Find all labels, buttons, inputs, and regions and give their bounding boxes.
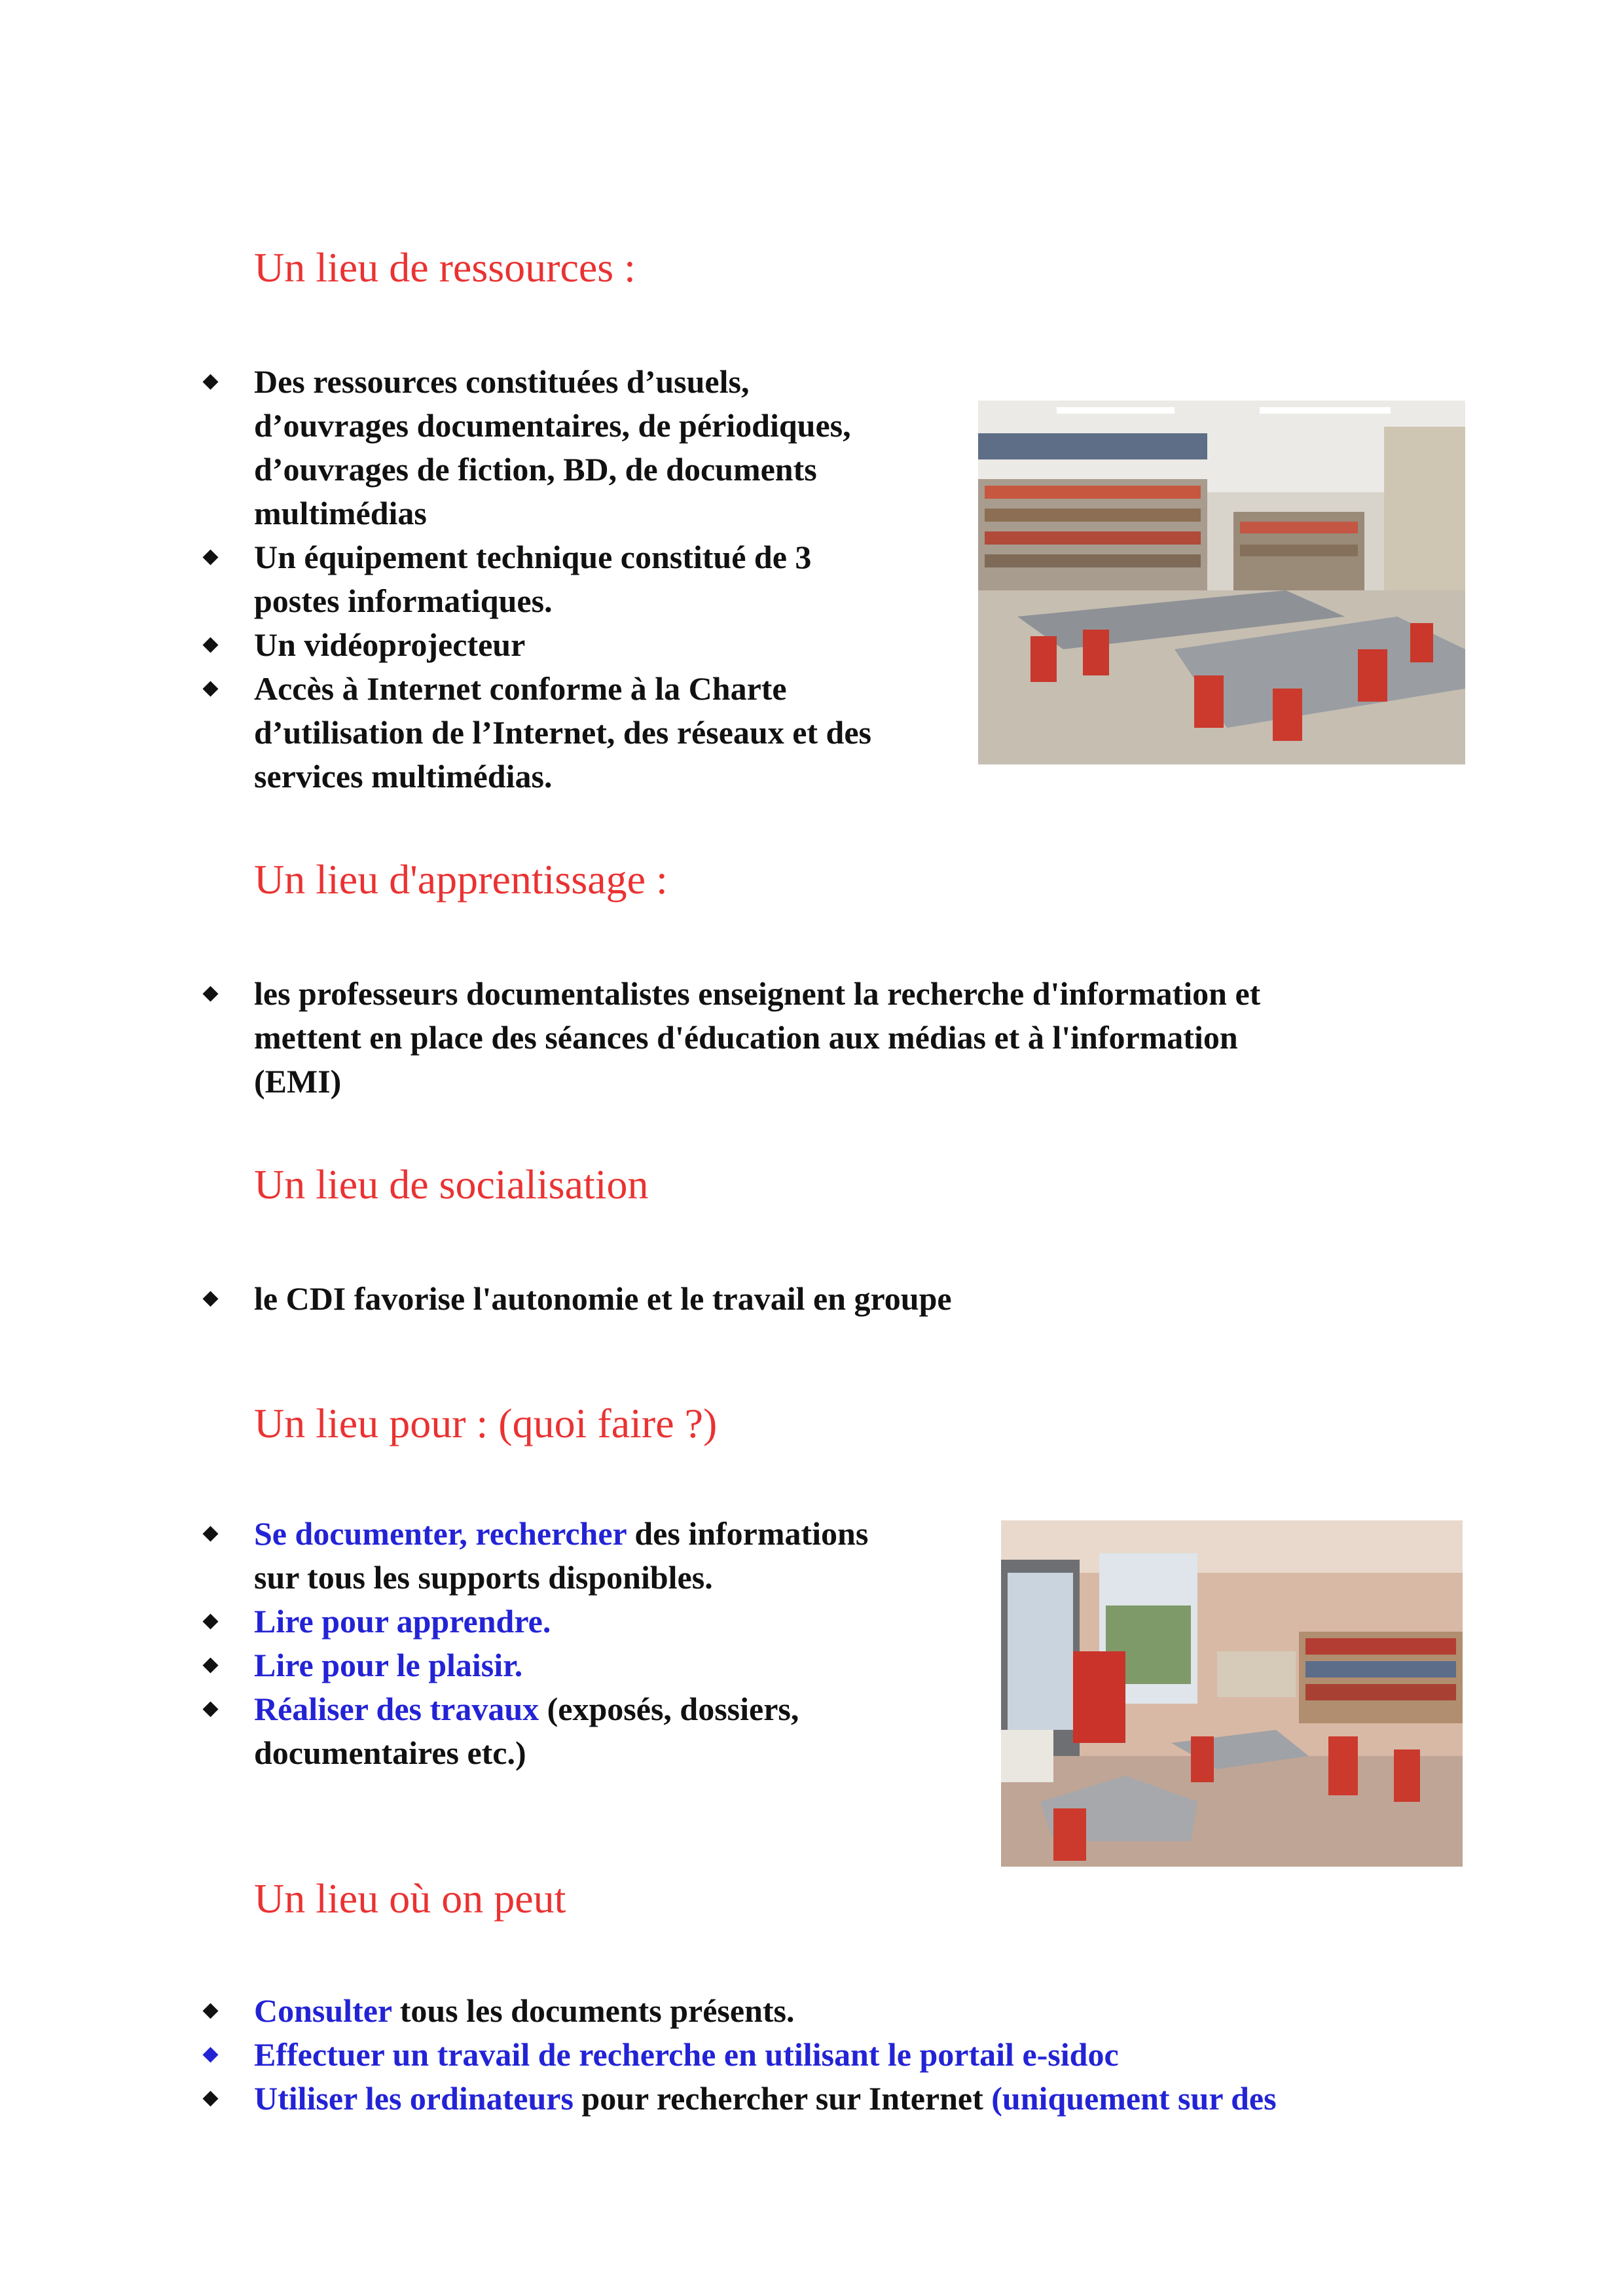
list-item: Lire pour le plaisir. (0, 1643, 868, 1687)
list-item: le CDI favorise l'autonomie et le travail en groupe (0, 1277, 952, 1321)
bullet-diamond-icon (202, 986, 218, 1001)
bullet-diamond-icon (202, 374, 218, 389)
list-item: Réaliser des travaux (exposés, dossiers, documentaires etc.) (0, 1687, 868, 1775)
heading-socialisation: Un lieu de socialisation (254, 1161, 649, 1208)
bullet-diamond-icon (202, 549, 218, 565)
list-peut (0, 1989, 1277, 2121)
list-apprentissage (0, 972, 1260, 1103)
list-item: Un équipement technique constitué de 3 postes informatiques. (0, 535, 871, 623)
list-item: Lire pour apprendre. (0, 1600, 868, 1643)
list-item: les professeurs documentalistes enseignent la recherche d'information et mettent en place des séances d'éducation aux médias et à l'information (EMI) (0, 972, 1260, 1103)
heading-apprentissage: Un lieu d'apprentissage : (254, 856, 668, 903)
library-reading-corner-photo (1001, 1520, 1463, 1867)
library-room-photo (978, 401, 1465, 764)
list-socialisation (0, 1277, 952, 1321)
list-item: Consulter tous les documents présents. (0, 1989, 1277, 2033)
list-item: Se documenter, rechercher des informations sur tous les supports disponibles. (0, 1512, 868, 1600)
bullet-diamond-icon (202, 1526, 218, 1541)
bullet-diamond-icon (202, 1701, 218, 1717)
heading-pour: Un lieu pour : (quoi faire ?) (254, 1400, 718, 1446)
bullet-diamond-icon (202, 637, 218, 653)
bullet-diamond-icon (202, 1657, 218, 1673)
heading-ressources: Un lieu de ressources : (254, 244, 636, 291)
list-item: Effectuer un travail de recherche en utilisant le portail e-sidoc (0, 2033, 1277, 2077)
list-item: Accès à Internet conforme à la Charte d’utilisation de l’Internet, des réseaux et des services multimédias. (0, 667, 871, 798)
heading-peut: Un lieu où on peut (254, 1875, 566, 1922)
bullet-diamond-icon (202, 1291, 218, 1306)
bullet-diamond-icon (202, 2003, 218, 2018)
list-item: Des ressources constituées d’usuels, d’ouvrages documentaires, de périodiques, d’ouvrages de fiction, BD, de documents multimédias (0, 360, 871, 535)
list-pour (0, 1512, 868, 1775)
bullet-diamond-icon (202, 1613, 218, 1629)
list-item: Utiliser les ordinateurs pour rechercher sur Internet (uniquement sur des (0, 2077, 1277, 2121)
list-item: Un vidéoprojecteur (0, 623, 871, 667)
bullet-diamond-icon (202, 681, 218, 696)
bullet-diamond-icon (202, 2047, 218, 2062)
bullet-diamond-icon (202, 2090, 218, 2106)
list-ressources (0, 360, 871, 798)
